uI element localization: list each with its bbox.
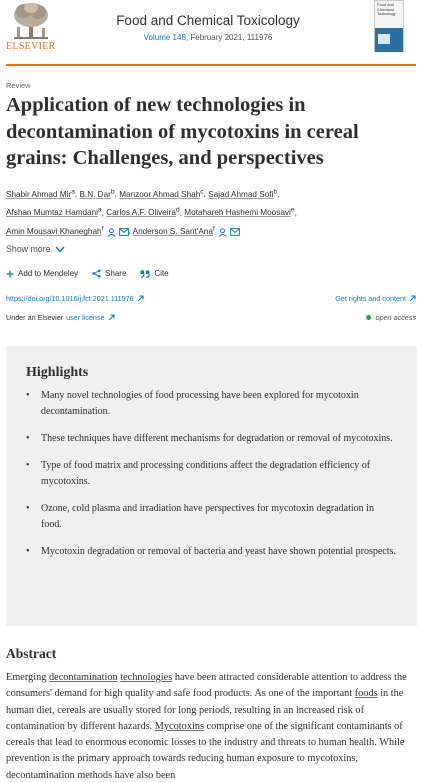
- show-more-button[interactable]: [6, 244, 65, 254]
- bullet-icon: •: [26, 433, 30, 444]
- topic-link[interactable]: decontamination: [49, 672, 118, 683]
- volume-date: , February 2021, 111976: [185, 33, 273, 42]
- email-icon[interactable]: [119, 228, 129, 236]
- cite-button[interactable]: [140, 269, 168, 278]
- publisher-name: ELSEVIER: [6, 41, 56, 52]
- doi-link[interactable]: https://doi.org/10.1016/j.fct.2021.111976: [6, 294, 144, 303]
- author-link[interactable]: Anderson S. Sant'Ana$^f$: [132, 225, 215, 237]
- topic-link[interactable]: technologies: [120, 672, 173, 683]
- author-link[interactable]: Shabir Ahmad Mir$^a$: [6, 188, 75, 199]
- article-type: Review: [6, 81, 31, 90]
- author-link[interactable]: Afshan Mumtaz Hamdani$^a$: [6, 206, 102, 218]
- user-license-link[interactable]: user license: [66, 313, 105, 322]
- license-info: Under an Elsevier user license: [6, 313, 115, 322]
- author-link[interactable]: Carlos A.F. Oliveira$^d$: [106, 206, 180, 218]
- highlights-list: [26, 388, 396, 571]
- person-icon[interactable]: [107, 228, 116, 237]
- elsevier-logo[interactable]: [6, 0, 56, 56]
- mendeley-label: Add to Mendeley: [18, 269, 79, 278]
- topic-link[interactable]: foods: [354, 688, 378, 700]
- abstract-heading: Abstract: [6, 646, 57, 661]
- license-row: [6, 313, 416, 325]
- rights-link[interactable]: Get rights and content: [335, 294, 416, 303]
- add-to-mendeley-button[interactable]: [6, 269, 78, 278]
- external-link-icon: [409, 295, 416, 302]
- author-link[interactable]: Sajad Ahmad Sofi$^b$: [208, 188, 278, 199]
- author-link[interactable]: Amin Mousavi Khaneghah$^f$: [6, 225, 104, 237]
- highlights-heading: Highlights: [26, 365, 89, 380]
- article-actions: [6, 269, 183, 278]
- open-access-dot-icon: [366, 315, 371, 320]
- author-link[interactable]: Motahareh Hashemi Moosavi$^e$: [184, 206, 295, 218]
- share-label: Share: [105, 269, 127, 278]
- email-icon[interactable]: [230, 228, 240, 236]
- chevron-down-icon: [55, 246, 65, 253]
- journal-header: [0, 0, 422, 66]
- bullet-icon: •: [26, 390, 30, 401]
- article-title: Application of new technologies in decontamination of mycotoxins in cereal grains: Challenges, and perspectives: [6, 94, 359, 169]
- plus-icon: [6, 270, 14, 278]
- author-link[interactable]: Manzoor Ahmad Shah$^c$: [119, 188, 204, 199]
- quote-icon: [140, 270, 150, 278]
- highlight-item: • These techniques have different mechanisms for degradation or removal of mycotoxins.: [26, 431, 396, 447]
- journal-volume-info: [80, 33, 336, 42]
- external-link-icon: [137, 295, 144, 302]
- journal-title[interactable]: Food and Chemical Toxicology: [116, 13, 300, 28]
- journal-cover-thumbnail[interactable]: [374, 0, 404, 52]
- highlight-item: • Mycotoxin degradation or removal of bacteria and yeast have shown potential prospects.: [26, 544, 396, 560]
- external-link-icon: [108, 314, 115, 321]
- highlight-item: • Many novel technologies of food processing have been explored for mycotoxin decontamination.: [26, 390, 359, 417]
- bullet-icon: •: [26, 546, 30, 557]
- share-button[interactable]: [92, 269, 126, 278]
- cover-band: [375, 28, 403, 52]
- highlights-box: [6, 346, 417, 626]
- person-icon[interactable]: [218, 228, 227, 237]
- doi-row: [6, 294, 416, 306]
- bullet-icon: •: [26, 460, 30, 471]
- highlight-item: • Ozone, cold plasma and irradiation have perspectives for mycotoxin degradation in food.: [26, 503, 374, 530]
- abstract-text: Emerging decontamination technologies have been attracted considerable attention to address the consumers' demand for high quality and safe food products. As one of the important foods in the human diet, cereals are usually stored for long periods, resulting in an increased risk of contamination by different hazards. Mycotoxins comprise one of the significant contaminants of cereals that lead to enormous economic losses to the industry and threats to human health. While prevention is the primary approach towards reducing human exposure to mycotoxins, decontamination methods have also been: [6, 672, 407, 781]
- cover-title: Food and Chemical Toxicology: [377, 2, 396, 16]
- bullet-icon: •: [26, 503, 30, 514]
- header-divider: [6, 64, 416, 66]
- volume-link[interactable]: Volume 148: [143, 33, 186, 42]
- show-more-label: Show more: [6, 244, 51, 254]
- cover-logo-icon: [378, 34, 390, 44]
- author-list: Shabir Ahmad Mir$^a$, B.N. Dar$^b$, Manzoor Ahmad Shah$^c$, Sajad Ahmad Sofi$^b$, Afshan Mumtaz Hamdani$^a$, Carlos A.F. Oliveira$^d$, Motahareh Hashemi Moosavi$^e$, Amin Mousavi Khaneghah$^f$ , Anderson S. Sant'Ana$^f$: [6, 188, 297, 237]
- author-link[interactable]: B.N. Dar$^b$: [79, 188, 115, 199]
- elsevier-tree-icon: [10, 1, 52, 41]
- share-icon: [92, 269, 101, 278]
- cite-label: Cite: [154, 269, 169, 278]
- topic-link[interactable]: Mycotoxins: [154, 720, 204, 732]
- highlight-item: • Type of food matrix and processing conditions affect the degradation efficiency of mycotoxins.: [26, 460, 371, 487]
- open-access-badge: open access: [366, 313, 416, 322]
